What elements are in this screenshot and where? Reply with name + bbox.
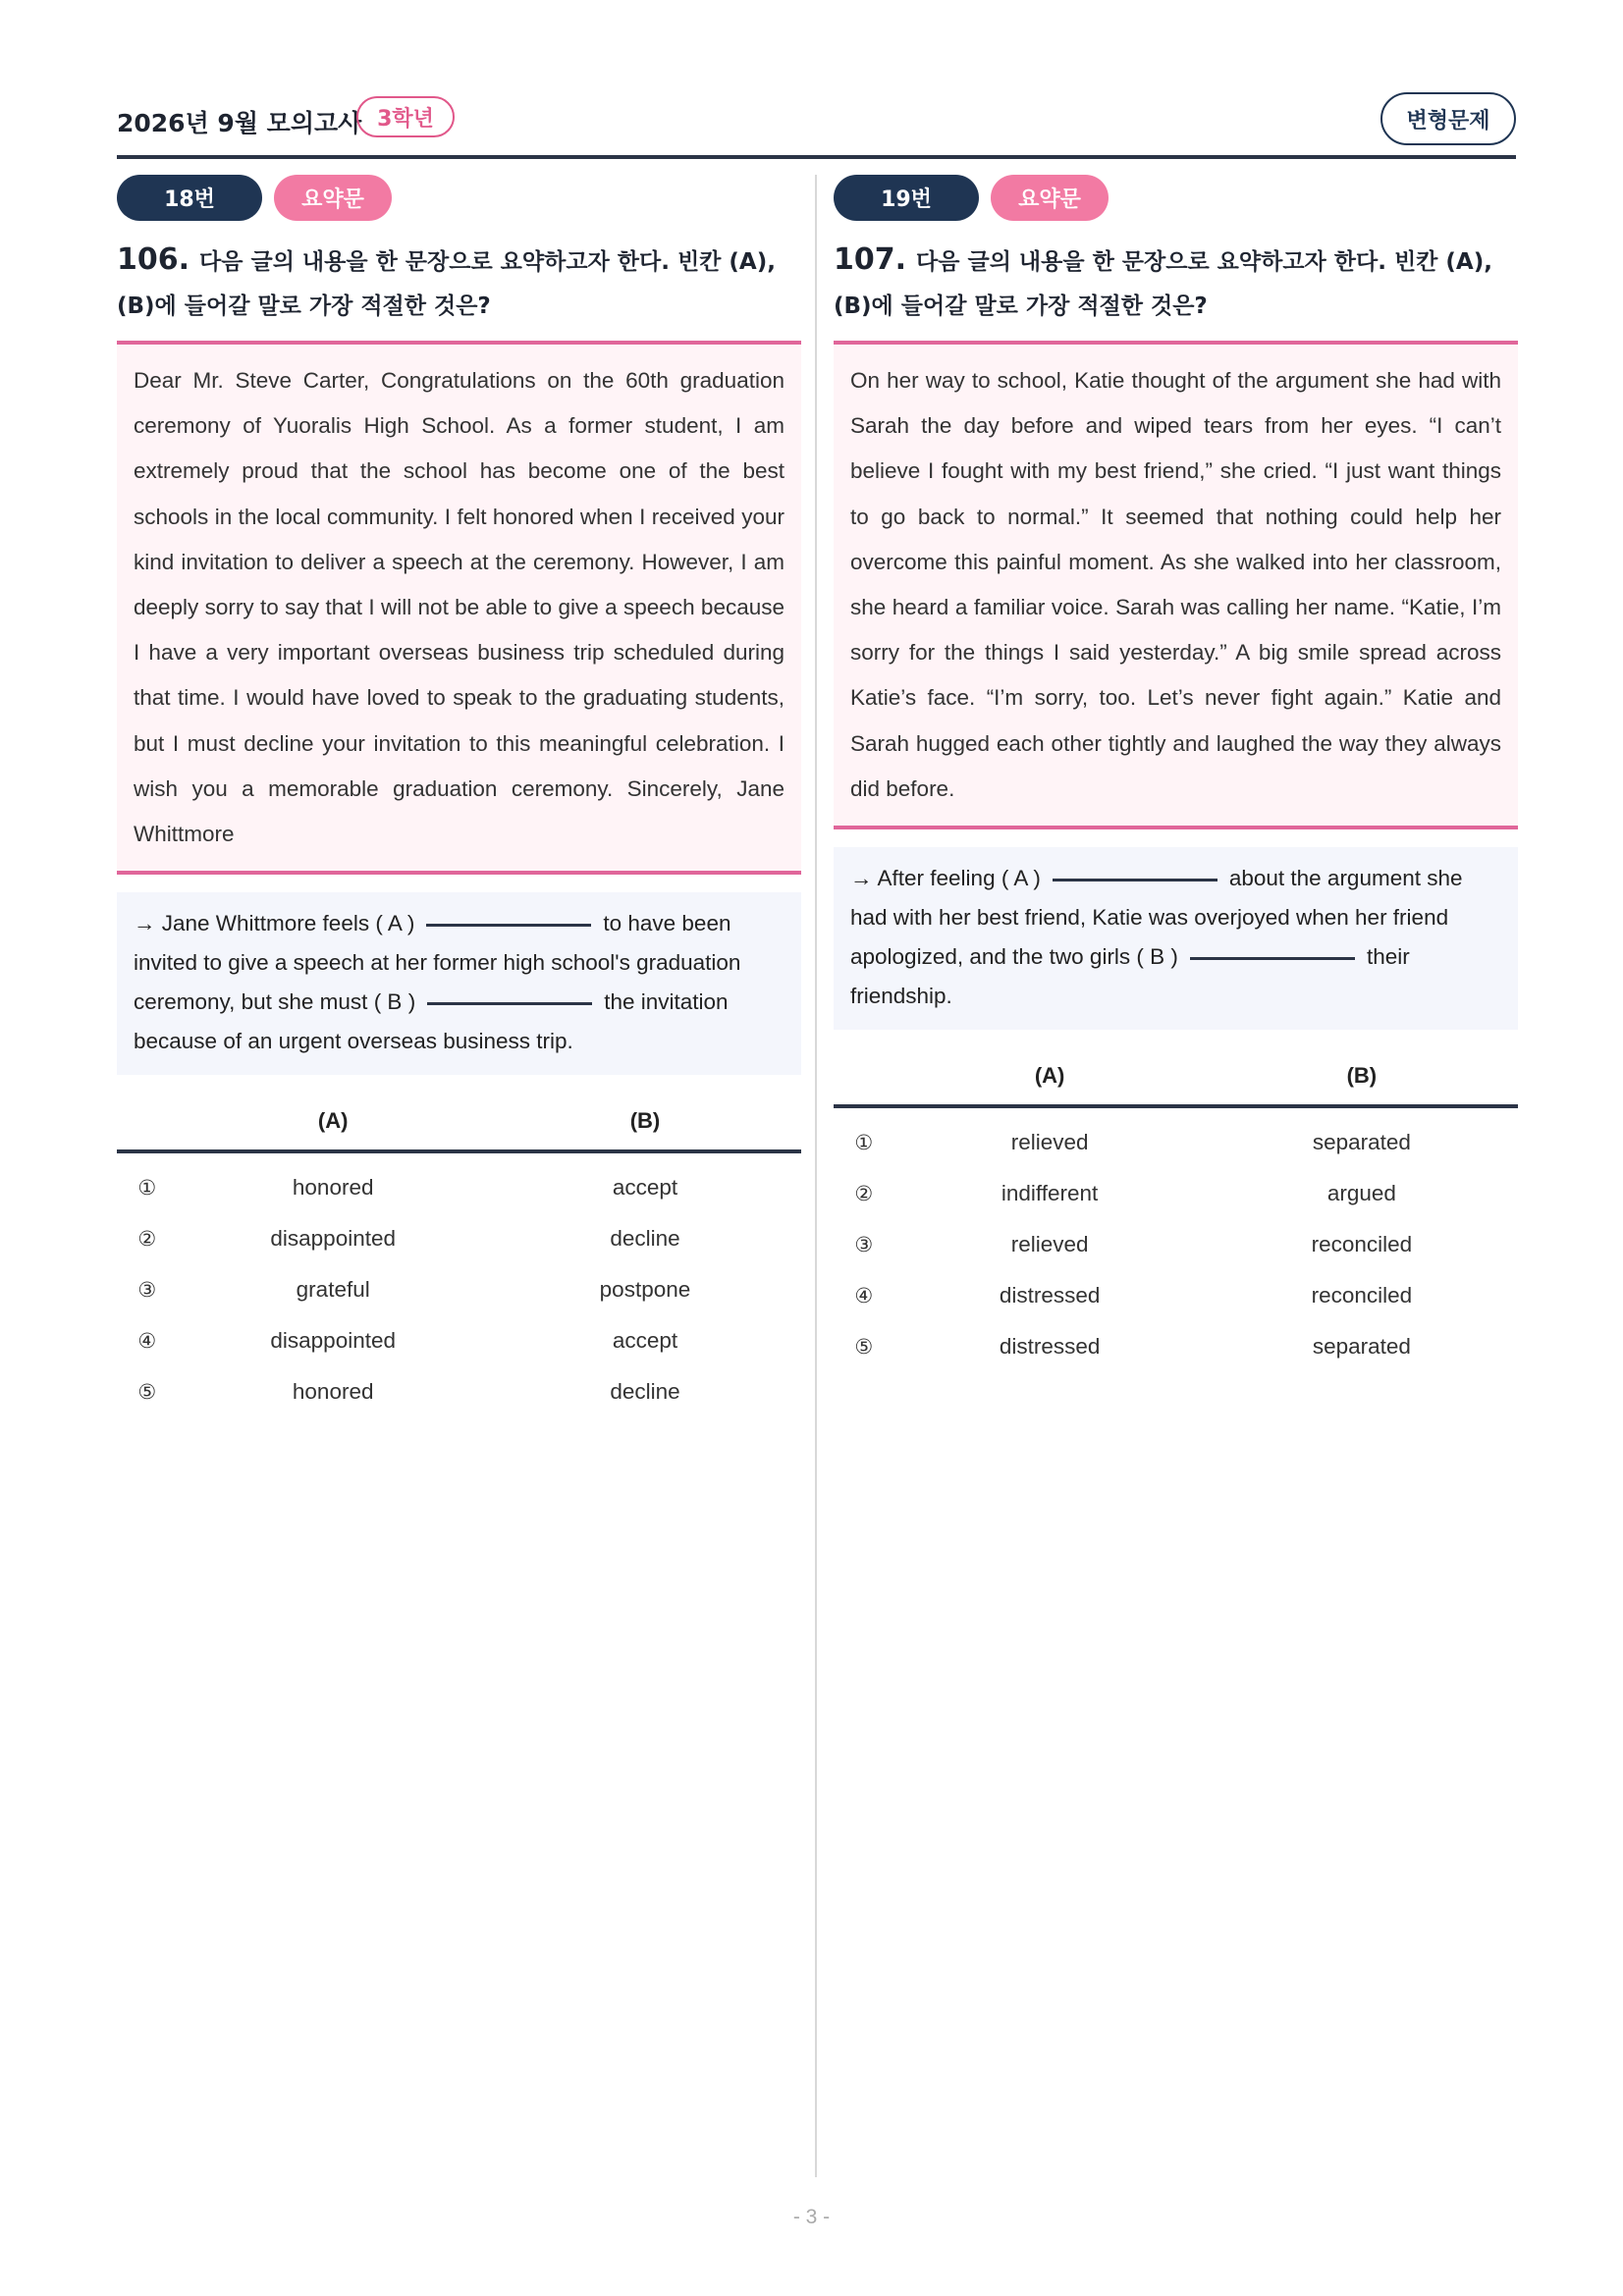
question-type-tag: 요약문	[274, 175, 392, 221]
choice-row[interactable]	[834, 1219, 1518, 1270]
choice-a: disappointed	[270, 1328, 396, 1354]
choice-b: reconciled	[1311, 1283, 1413, 1308]
choice-b: decline	[610, 1379, 680, 1405]
summary-sentence	[834, 847, 1518, 1030]
page-header	[117, 94, 1516, 159]
blank-a	[426, 924, 591, 927]
question-number: 107.	[834, 242, 907, 277]
choice-b: separated	[1312, 1130, 1411, 1155]
choice-row[interactable]	[117, 1315, 801, 1366]
choice-row[interactable]	[117, 1264, 801, 1315]
choice-a: indifferent	[1001, 1181, 1099, 1206]
source-number-tag: 18번	[117, 175, 262, 221]
question-type-tag: 요약문	[991, 175, 1109, 221]
question-107	[834, 175, 1518, 1372]
question-prompt	[117, 238, 801, 329]
summary-part-3: the invitation because of an urgent overseas business trip.	[134, 989, 729, 1054]
summary-part-2: to have been invited to give a speech at her former high school's graduation ceremony, but she must ( B )	[134, 911, 741, 1015]
question-106	[117, 175, 801, 1417]
choice-number: ④	[137, 1329, 157, 1354]
choice-a: distressed	[999, 1283, 1101, 1308]
source-number-tag: 19번	[834, 175, 979, 221]
choice-row[interactable]	[834, 1106, 1518, 1168]
question-number: 106.	[117, 242, 190, 277]
question-tags	[117, 175, 801, 222]
summary-part-1: → After feeling ( A )	[850, 866, 1041, 891]
question-tags	[834, 175, 1518, 222]
choice-number: ⑤	[137, 1380, 157, 1405]
question-text: 다음 글의 내용을 한 문장으로 요약하고자 한다. 빈칸 (A), (B)에 들어갈 말로 가장 적절한 것은?	[117, 249, 776, 319]
blank-a	[1053, 879, 1217, 881]
choice-b: reconciled	[1311, 1232, 1413, 1257]
choice-number: ⑤	[854, 1335, 874, 1360]
choice-b: accept	[612, 1328, 678, 1354]
header-a: (A)	[177, 1093, 489, 1151]
choice-number: ②	[854, 1182, 874, 1206]
column-divider	[815, 175, 817, 2177]
header-b: (B)	[1206, 1047, 1518, 1106]
summary-part-2: about the argument she had with her best friend, Katie was overjoyed when her friend apologized, and the two girls ( B )	[850, 866, 1463, 970]
choice-row[interactable]	[117, 1151, 801, 1213]
choice-a: relieved	[1010, 1130, 1089, 1155]
header-a: (A)	[893, 1047, 1205, 1106]
question-prompt	[834, 238, 1518, 329]
choice-number: ③	[854, 1233, 874, 1257]
choice-a: relieved	[1010, 1232, 1089, 1257]
choice-b: accept	[612, 1175, 678, 1201]
grade-badge: 3학년	[356, 96, 455, 137]
question-type-badge: 변형문제	[1380, 92, 1516, 145]
header-b: (B)	[489, 1093, 801, 1151]
header-spacer	[834, 1047, 893, 1106]
choice-row[interactable]	[834, 1321, 1518, 1372]
summary-part-3: their friendship.	[850, 944, 1410, 1009]
answer-choices	[117, 1093, 801, 1417]
question-text: 다음 글의 내용을 한 문장으로 요약하고자 한다. 빈칸 (A), (B)에 들어갈 말로 가장 적절한 것은?	[834, 249, 1492, 319]
choice-number: ②	[137, 1227, 157, 1252]
summary-sentence	[117, 892, 801, 1075]
answer-choices	[834, 1047, 1518, 1372]
choice-row[interactable]	[117, 1366, 801, 1417]
choice-a: honored	[292, 1379, 374, 1405]
choice-b: separated	[1312, 1334, 1411, 1360]
choice-b: argued	[1326, 1181, 1396, 1206]
choice-number: ①	[854, 1131, 874, 1155]
choice-row[interactable]	[834, 1168, 1518, 1219]
page-number: - 3 -	[792, 2206, 831, 2228]
reading-passage: On her way to school, Katie thought of the argument she had with Sarah the day before and wiped tears from her eyes. “I can’t believe I fought with my best friend,” she cried. “I just want things to go back to normal.” It seemed that nothing could help her overcome this painful moment. As she walked into her classroom, she heard a familiar voice. Sarah was calling her name. “Katie, I’m sorry for the things I said yesterday.” A big smile spread across Katie’s face. “I’m sorry, too. Let’s never fight again.” Katie and Sarah hugged each other tightly and laughed the way they always did before.	[834, 341, 1518, 829]
choice-number: ①	[137, 1176, 157, 1201]
summary-part-1: → Jane Whittmore feels ( A )	[134, 911, 415, 936]
choice-row[interactable]	[834, 1270, 1518, 1321]
exam-title: 2026년 9월 모의고사	[117, 109, 362, 137]
header-spacer	[117, 1093, 177, 1151]
reading-passage: Dear Mr. Steve Carter, Congratulations on the 60th graduation ceremony of Yuoralis High School. As a former student, I am extremely proud that the school has become one of the best schools in the local community. I felt honored when I received your kind invitation to deliver a speech at the ceremony. However, I am deeply sorry to say that I will not be able to give a speech because I have a very important overseas business trip scheduled during that time. I would have loved to speak to the graduating students, but I must decline your invitation to this meaningful celebration. I wish you a memorable graduation ceremony. Sincerely, Jane Whittmore	[117, 341, 801, 875]
choice-b: decline	[610, 1226, 680, 1252]
choice-b: postpone	[599, 1277, 691, 1303]
choice-number: ④	[854, 1284, 874, 1308]
blank-b	[1190, 957, 1355, 960]
choice-a: distressed	[999, 1334, 1101, 1360]
choice-number: ③	[137, 1278, 157, 1303]
blank-b	[427, 1002, 592, 1005]
choice-a: disappointed	[270, 1226, 396, 1252]
choice-row[interactable]	[117, 1213, 801, 1264]
choice-a: honored	[292, 1175, 374, 1201]
choice-a: grateful	[296, 1277, 370, 1303]
